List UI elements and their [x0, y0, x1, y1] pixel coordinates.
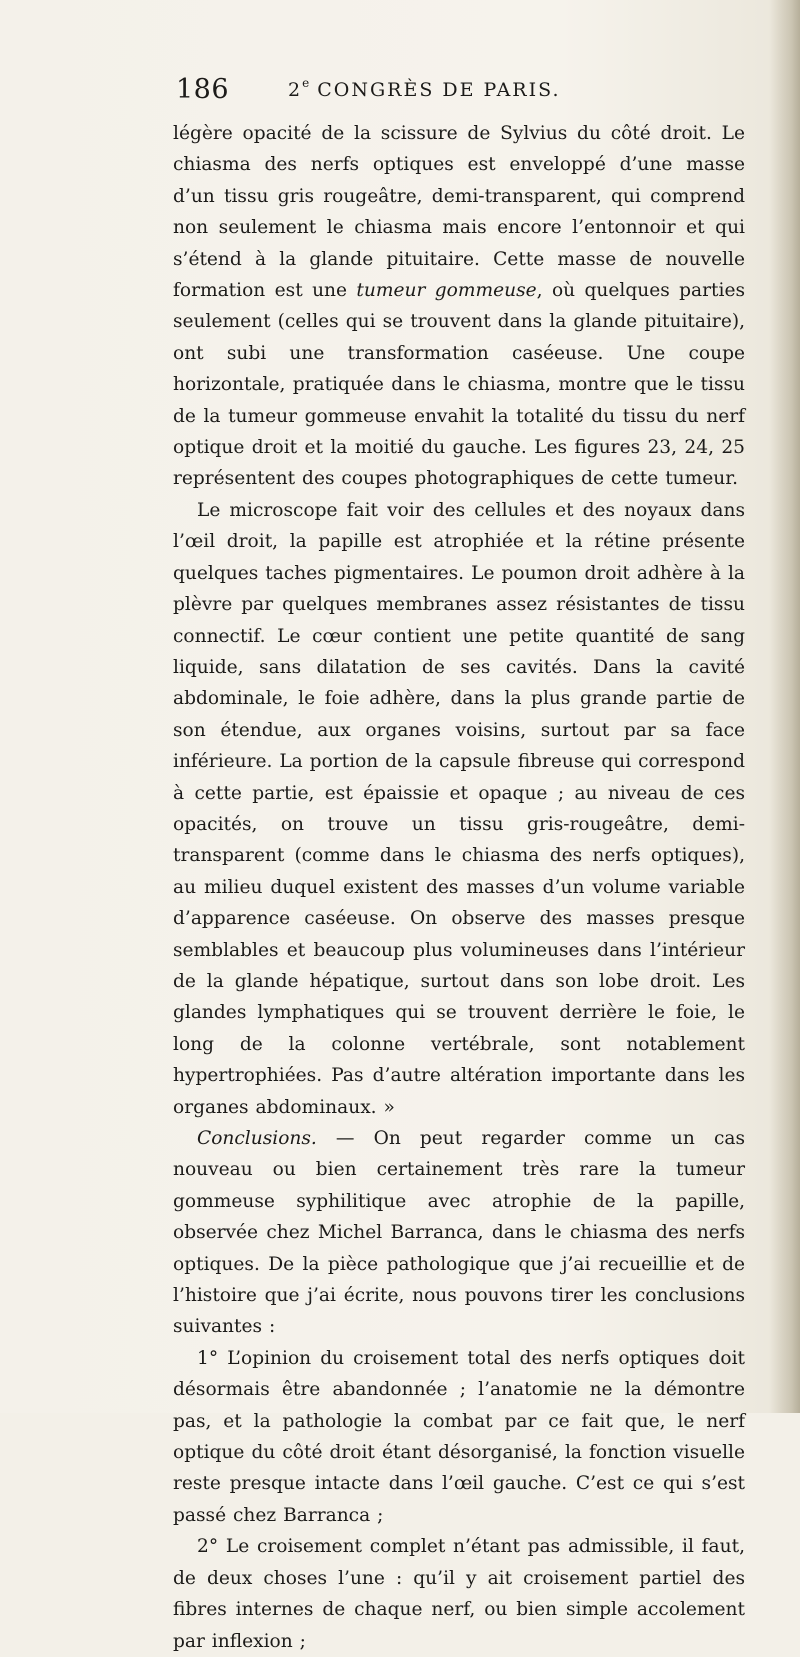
page-edge-shadow [770, 0, 800, 1413]
conclusion-item-1: 1° L’opinion du croisement total des nerfs optiques doit désormais être abandonnée ; l’anatomie ne la démontre pas, et la pathologie la combat par ce fait que, le nerf optique du côté droit étant désorganisé, la fonction visuelle reste presque intacte dans l’œil gauche. C’est ce qui s’est passé chez Barranca ; [173, 1347, 745, 1526]
header-title-text: CONGRÈS DE PARIS. [309, 79, 561, 101]
page-number: 186 [176, 74, 230, 105]
running-header [0, 74, 800, 110]
body-text [173, 118, 745, 1657]
paragraph-continuation [173, 118, 745, 495]
italic-term: tumeur gommeuse [356, 280, 537, 302]
header-title-superscript: e [302, 76, 310, 90]
conclusion-item-2: 2° Le croisement complet n’étant pas admissible, il faut, de deux choses l’une : qu’il y ait croisement partiel des fibres internes de chaque nerf, ou bien simple accolement par inflexion ; [173, 1536, 745, 1652]
paragraph-conclusions [173, 1123, 745, 1343]
header-title [288, 76, 560, 101]
paragraph-text: — On peut regarder comme un cas nouveau ou bien certainement très rare la tumeur gommeuse syphilitique avec atrophie de la papille, observée chez Michel Barranca, dans le chiasma des nerfs optiques. De la pièce pathologique que j’ai recueillie et de l’histoire que j’ai écrite, nous pouvons tirer les conclusions suivantes : [173, 1128, 745, 1338]
paragraph-text: , où quelques parties seulement (celles qui se trouvent dans la glande pituitaire), ont subi une transformation caséeuse. Une coupe horizontale, pratiquée dans le chiasma, montre que le tissu de la tumeur gommeuse envahit la totalité du tissu du nerf optique droit et la moitié du gauche. Les figures 23, 24, 25 représentent des coupes photographiques de cette tumeur. [173, 280, 745, 490]
conclusions-heading: Conclusions. [197, 1128, 317, 1149]
paragraph-text: légère opacité de la scissure de Sylvius du côté droit. Le chiasma des nerfs optiques est enveloppé d’une masse d’un tissu gris rougeâtre, demi-transparent, qui comprend non seulement le chiasma mais encore l’entonnoir et qui s’étend à la glande pituitaire. Cette masse de nouvelle formation est une [173, 123, 745, 302]
header-title-prefix: 2 [288, 79, 303, 101]
paragraph-microscope: Le microscope fait voir des cellules et des noyaux dans l’œil droit, la papille est atrophiée et la rétine présente quelques taches pigmentaires. Le poumon droit adhère à la plèvre par quelques membranes assez résistantes de tissu connectif. Le cœur contient une petite quantité de sang liquide, sans dilatation de ses cavités. Dans la cavité abdominale, le foie adhère, dans la plus grande partie de son étendue, aux organes voisins, surtout par sa face inférieure. La portion de la capsule fibreuse qui correspond à cette partie, est épaissie et opaque ; au niveau de ces opacités, on trouve un tissu gris-rougeâtre, demi-transparent (comme dans le chiasma des nerfs optiques), au milieu duquel existent des masses d’un volume variable d’apparence caséeuse. On observe des masses presque semblables et beaucoup plus volumineuses dans l’intérieur de la glande hépatique, surtout dans son lobe droit. Les glandes lymphatiques qui se trouvent derrière le foie, le long de la colonne vertébrale, sont notablement hypertrophiées. Pas d’autre altération importante dans les organes abdominaux. » [173, 499, 745, 1118]
